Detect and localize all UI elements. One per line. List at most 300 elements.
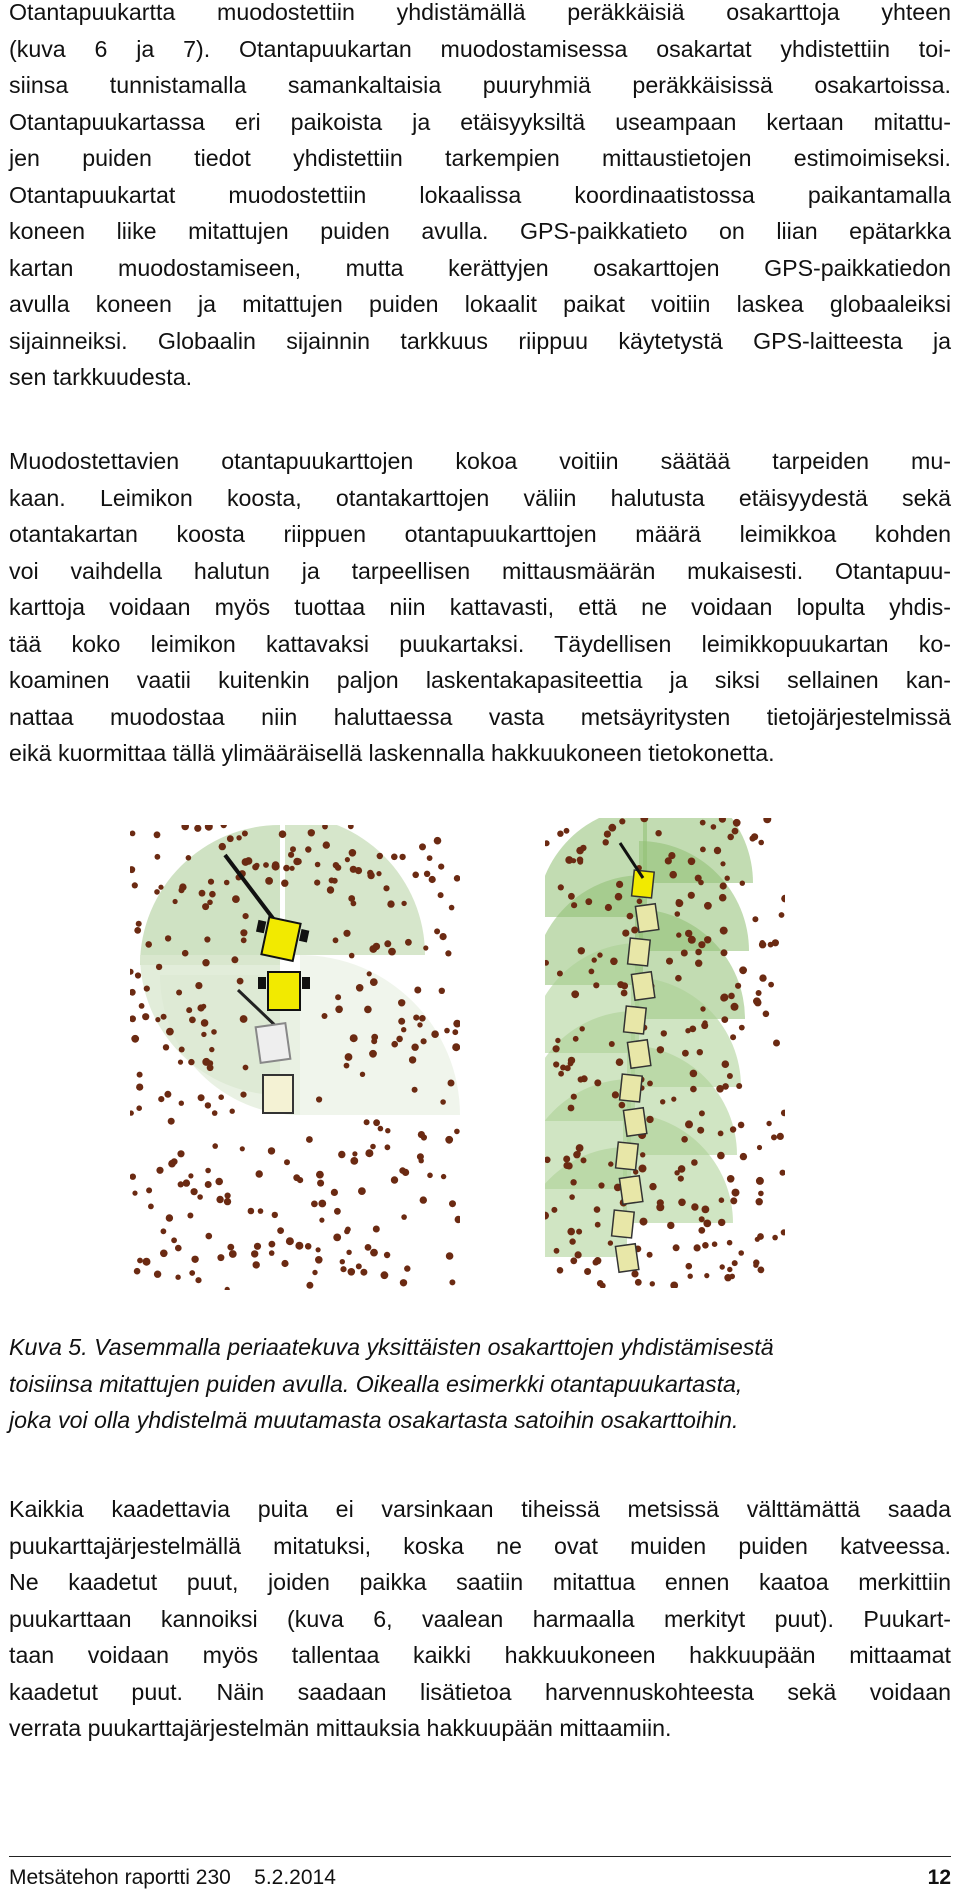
tree-dot <box>699 1110 705 1116</box>
tree-dot <box>781 1110 785 1117</box>
tree-dot <box>438 892 444 898</box>
tree-dot <box>647 1081 653 1087</box>
tree-dot <box>676 899 684 907</box>
tree-dot <box>698 1227 705 1234</box>
tree-dot <box>581 1075 588 1082</box>
tree-dot <box>594 1206 601 1213</box>
tree-dot <box>772 1235 778 1241</box>
tree-dot <box>263 862 269 868</box>
tree-dot <box>370 978 378 986</box>
tree-dot <box>571 902 577 908</box>
tree-dot <box>714 847 721 854</box>
tree-dot <box>449 1279 455 1285</box>
tree-dot <box>593 982 599 988</box>
tree-dot <box>575 1251 582 1258</box>
tree-dot <box>758 1267 765 1274</box>
tree-dot <box>256 1170 263 1177</box>
tree-dot <box>580 1026 585 1031</box>
paragraph-sample-map-formation <box>9 0 951 396</box>
p1-line: (kuva 6 ja 7). Otantapuukartan muodostamisessa osakartat yhdistettiin toi- <box>9 35 951 62</box>
tree-dot <box>560 1065 566 1071</box>
tree-dot <box>690 1086 697 1093</box>
p1-line: koneen liike mitattujen puiden avulla. GPS-paikkatieto on liian epätarkka <box>9 218 951 244</box>
tree-dot <box>355 867 362 874</box>
tree-dot <box>348 1268 356 1276</box>
tree-dot <box>283 865 290 872</box>
tree-dot <box>721 994 729 1002</box>
tree-dot <box>183 1179 190 1186</box>
tree-dot <box>725 876 730 881</box>
tree-dot <box>334 1208 341 1215</box>
tree-dot <box>417 1022 422 1027</box>
tree-dot <box>729 1274 735 1280</box>
tree-dot <box>570 1257 577 1264</box>
tree-dot <box>348 825 354 829</box>
tree-dot <box>316 1096 322 1102</box>
tree-dot <box>240 929 247 936</box>
tree-dot <box>333 1234 341 1242</box>
tree-dot <box>398 1018 405 1025</box>
tree-dot <box>130 1174 136 1180</box>
tree-dot <box>740 881 745 886</box>
tree-dot <box>156 1167 163 1174</box>
tree-dot <box>297 1177 303 1183</box>
tree-dot <box>763 818 771 823</box>
tree-dot <box>187 1213 193 1219</box>
tree-dot <box>619 1102 626 1109</box>
tree-dot <box>344 1063 350 1069</box>
tree-dot <box>139 1003 145 1009</box>
tree-dot <box>578 947 585 954</box>
tree-dot <box>132 1191 137 1196</box>
tree-dot <box>306 1136 313 1143</box>
tree-dot <box>427 1173 433 1179</box>
p3-line: puukarttaan kannoiksi (kuva 6, vaalean harmaalla merkityt puut). Puukart- <box>9 1605 951 1632</box>
tree-dot <box>168 1118 175 1125</box>
tree-dot <box>720 927 728 935</box>
tree-dot <box>131 1035 139 1043</box>
tree-dot <box>358 1187 366 1195</box>
tree-dot <box>158 885 163 890</box>
tree-dot <box>449 1200 456 1207</box>
tree-dot <box>619 818 625 824</box>
tree-dot <box>557 831 563 837</box>
caption-line: joka voi olla yhdistelmä muutamasta osakartasta satoihin osakarttoihin. <box>9 1407 739 1433</box>
tree-dot <box>178 1060 183 1065</box>
tree-dot <box>755 1237 760 1242</box>
tree-dot <box>227 1244 234 1251</box>
tree-dot <box>205 1168 211 1174</box>
tree-dot <box>608 1161 613 1166</box>
tree-dot <box>143 1258 151 1266</box>
tree-dot <box>691 1203 698 1210</box>
tree-dot <box>771 1134 777 1140</box>
tree-dot <box>753 997 761 1005</box>
tree-dot <box>704 1273 709 1278</box>
tree-dot <box>137 1258 143 1264</box>
tree-dot <box>335 864 341 870</box>
tree-dot <box>142 1013 149 1020</box>
tree-dot <box>148 1204 154 1210</box>
p3-line: Ne kaadetut puut, joiden paikka saatiin mitattua ennen kaatoa merkittiin <box>9 1569 951 1595</box>
tree-dot <box>345 1053 353 1061</box>
tree-dot <box>571 858 576 863</box>
tree-dot <box>272 861 280 869</box>
tree-dot <box>373 943 380 950</box>
tree-dot <box>323 841 330 848</box>
p1-line: Otantapuukartta muodostettiin yhdistämällä peräkkäisiä osakarttoja yhteen <box>9 0 951 25</box>
tree-dot <box>757 1145 762 1150</box>
tree-dot <box>616 881 623 888</box>
tree-dot <box>284 1159 290 1165</box>
p3-line: puukarttajärjestelmällä mitatuksi, koska ne ovat muiden puiden katveessa. <box>9 1532 951 1559</box>
tree-dot <box>569 1194 575 1200</box>
tree-dot <box>314 880 320 886</box>
tree-dot <box>763 1011 770 1018</box>
tree-dot <box>268 1147 275 1154</box>
tree-dot <box>673 1244 680 1251</box>
tree-dot <box>558 1071 564 1077</box>
tree-dot <box>563 1156 570 1163</box>
tree-dot <box>608 824 616 832</box>
tree-dot <box>370 1249 378 1257</box>
tree-dot <box>568 1057 575 1064</box>
tree-dot <box>225 1287 230 1290</box>
tree-dot <box>617 981 624 988</box>
tree-dot <box>254 1243 261 1250</box>
p1-line: kartan muodostamiseen, mutta kerättyjen osakarttojen GPS-paikkatiedon <box>9 254 951 281</box>
tree-dot <box>454 1129 460 1135</box>
tree-dot <box>364 1006 372 1014</box>
tree-dot <box>685 1120 693 1128</box>
tree-dot <box>721 1016 728 1023</box>
tree-dot <box>759 941 766 948</box>
tree-dot <box>564 828 570 834</box>
tree-dot <box>186 1007 192 1013</box>
tree-dot <box>197 1194 203 1200</box>
figure-right-sample-tree-map <box>545 818 785 1288</box>
tree-dot <box>678 1199 686 1207</box>
tree-dot <box>781 1229 785 1235</box>
tree-dot <box>225 1193 231 1199</box>
tree-dot <box>186 855 192 861</box>
tree-dot <box>738 1122 745 1129</box>
tree-dot <box>719 1197 725 1203</box>
tree-dot <box>305 846 311 852</box>
tree-dot <box>277 1227 284 1234</box>
tree-dot <box>448 1080 455 1087</box>
p2-line: kaan. Leimikon koosta, otantakarttojen väliin halutusta etäisyydestä sekä <box>9 484 951 511</box>
tree-dot <box>671 1097 676 1102</box>
footer-divider <box>9 1856 951 1857</box>
tree-dot <box>384 940 391 947</box>
tree-dot <box>350 1157 358 1165</box>
tree-dot <box>281 880 288 887</box>
tree-dot <box>603 839 609 845</box>
tree-dot <box>732 1260 738 1266</box>
tree-dot <box>739 1025 745 1031</box>
tree-dot <box>440 1099 446 1105</box>
tree-dot <box>681 1136 688 1143</box>
tree-dot <box>768 942 774 948</box>
tree-dot <box>135 972 141 978</box>
tree-dot <box>567 1228 575 1236</box>
tree-dot <box>631 1270 638 1277</box>
tree-dot <box>316 1247 321 1252</box>
tree-dot <box>685 930 692 937</box>
tree-dot <box>453 1020 460 1028</box>
tree-dot <box>332 878 338 884</box>
tree-dot <box>171 1158 178 1165</box>
tree-dot <box>224 880 230 886</box>
tree-dot <box>445 1136 453 1144</box>
tree-dot <box>615 893 623 901</box>
tree-dot <box>206 1233 213 1240</box>
tree-dot <box>670 1282 678 1289</box>
tree-dot <box>154 889 160 895</box>
tree-dot <box>405 939 412 946</box>
machine-position <box>619 1176 642 1205</box>
tree-dot <box>207 900 213 906</box>
tree-dot <box>317 1180 324 1187</box>
tree-dot <box>581 1157 587 1163</box>
tree-dot <box>647 1252 653 1258</box>
tree-dot <box>563 1162 570 1169</box>
tree-dot <box>711 824 717 830</box>
page-number: 12 <box>927 1866 951 1889</box>
tree-dot <box>731 1003 739 1011</box>
p1-line: Otantapuukartat muodostettiin lokaalissa koordinaatistossa paikantamalla <box>9 181 951 208</box>
tree-dot <box>404 1265 410 1271</box>
tree-dot <box>446 1252 454 1260</box>
tree-dot <box>720 1264 725 1269</box>
tree-dot <box>179 887 185 893</box>
tree-dot <box>130 831 135 837</box>
tree-dot <box>179 1101 184 1106</box>
tree-dot <box>712 1241 718 1247</box>
tree-dot <box>666 958 673 965</box>
tree-dot <box>681 950 688 957</box>
tree-dot <box>675 975 682 982</box>
tree-dot <box>243 1065 249 1071</box>
footer-date: 5.2.2014 <box>254 1866 336 1889</box>
tree-dot <box>698 941 705 948</box>
p1-line: siinsa tunnistamalla samankaltaisia puuryhmiä peräkkäisissä osakartoissa. <box>9 72 951 98</box>
tree-dot <box>367 971 372 976</box>
tree-dot <box>739 966 747 974</box>
p1-line: Otantapuukartassa eri paikoista ja etäisyyksiltä useampaan kertaan mitattu- <box>9 108 951 135</box>
tree-dot <box>622 930 629 937</box>
tree-dot <box>136 921 142 927</box>
tree-dot <box>676 932 681 937</box>
tree-dot <box>592 957 597 962</box>
tree-dot <box>212 1143 218 1149</box>
tree-dot <box>635 1279 642 1286</box>
caption-line: toisiinsa mitattujen puiden avulla. Oikealla esimerkki otantapuukartasta, <box>9 1370 743 1397</box>
tree-dot <box>218 1094 224 1100</box>
p2-line: voi vaihdella halutun ja tarpeellisen mittausmäärän mukaisesti. Otantapuu- <box>9 557 951 584</box>
machine-rear-body <box>268 972 300 1010</box>
p3-line: taan voidaan myös tallentaa kaikki hakkuukoneen hakkuupään mittaamat <box>9 1642 951 1668</box>
p3-line: Kaikkia kaadettavia puita ei varsinkaan tiheissä metsissä välttämättä saada <box>9 1496 951 1522</box>
tree-dot <box>621 990 628 997</box>
tree-dot <box>418 1131 425 1138</box>
tree-dot <box>134 927 141 934</box>
tree-dot <box>207 1060 213 1066</box>
tree-dot <box>758 840 764 846</box>
tree-dot <box>331 1189 338 1196</box>
tree-dot <box>231 956 238 963</box>
tree-dot <box>179 1047 185 1053</box>
tree-dot <box>438 864 444 870</box>
tree-dot <box>253 1261 260 1268</box>
tree-dot <box>340 1259 345 1264</box>
tree-dot <box>570 1179 576 1185</box>
tree-dot <box>657 1046 664 1053</box>
tree-dot <box>718 1219 725 1226</box>
tree-dot <box>388 948 396 956</box>
tree-dot <box>616 1058 624 1066</box>
tree-dot <box>144 986 150 992</box>
tree-dot <box>352 1151 357 1156</box>
tree-dot <box>240 1015 248 1023</box>
p2-line: otantakartan koosta riippuen otantapuukarttojen määrä leimikkoa kohden <box>9 521 951 547</box>
tree-dot <box>132 882 138 888</box>
tree-dot <box>700 847 706 853</box>
tree-dot <box>164 1091 171 1098</box>
tree-dot <box>288 852 294 858</box>
tree-dot <box>240 1146 245 1151</box>
tree-dot <box>551 1207 557 1213</box>
p1-line: jen puiden tiedot yhdistettiin tarkempien mittaustietojen estimoimiseksi. <box>9 145 951 171</box>
tree-dot <box>236 835 241 840</box>
tree-dot <box>423 945 428 950</box>
tree-dot <box>727 1175 735 1183</box>
tree-dot <box>338 1151 345 1158</box>
tree-dot <box>722 1083 729 1090</box>
tree-dot <box>421 1038 427 1044</box>
tree-dot <box>371 1038 377 1044</box>
tree-dot <box>720 861 725 866</box>
tree-dot <box>227 835 234 842</box>
tree-dot <box>728 993 735 1000</box>
tree-dot <box>445 950 451 956</box>
tree-dot <box>675 911 681 917</box>
tree-dot <box>343 930 350 937</box>
machine-position <box>632 870 655 898</box>
tree-dot <box>594 1079 601 1086</box>
tree-dot <box>691 1159 698 1166</box>
tree-dot <box>130 969 134 975</box>
tree-dot <box>697 1127 704 1134</box>
tree-dot <box>384 1252 390 1258</box>
tree-dot <box>722 1060 730 1068</box>
tree-dot <box>412 872 419 879</box>
tree-dot <box>688 858 696 866</box>
tree-dot <box>699 1216 705 1222</box>
tree-dot <box>735 983 741 989</box>
tree-dot <box>242 831 248 837</box>
tree-dot <box>391 1041 398 1048</box>
tree-dot <box>396 1036 403 1043</box>
tree-dot <box>401 1027 406 1032</box>
tree-dot <box>344 1229 350 1235</box>
tree-dot <box>360 1269 367 1276</box>
tree-dot <box>385 1144 391 1150</box>
machine-position <box>624 1006 647 1034</box>
tree-dot <box>199 890 206 897</box>
tree-dot <box>308 829 315 836</box>
tree-dot <box>322 1013 328 1019</box>
tree-dot <box>568 893 575 900</box>
tree-dot <box>191 1256 198 1263</box>
figure-caption <box>9 1329 951 1439</box>
tree-dot <box>215 1178 223 1186</box>
tree-dot <box>752 916 758 922</box>
tree-dot <box>290 866 295 871</box>
tree-dot <box>176 990 182 996</box>
tree-dot <box>155 854 161 860</box>
tree-dot <box>130 1015 136 1022</box>
tree-dot <box>181 825 189 830</box>
tree-dot <box>597 952 602 957</box>
tree-dot <box>412 1087 418 1093</box>
tree-dot <box>175 1245 182 1252</box>
tree-dot <box>703 1220 711 1228</box>
tree-dot <box>286 1237 294 1245</box>
machine-position <box>631 972 654 1001</box>
tree-dot <box>598 1182 604 1188</box>
machine-ghost-cab <box>256 1023 291 1063</box>
tree-dot <box>201 1032 206 1037</box>
tree-dot <box>154 1271 161 1278</box>
tree-dot <box>204 936 210 942</box>
tree-dot <box>439 988 445 994</box>
tree-dot <box>756 1177 764 1185</box>
tree-dot <box>697 1049 703 1055</box>
p2-line: tää koko leimikon kattavaksi puukartaksi. Täydellisen leimikkopuukartan ko- <box>9 630 951 657</box>
tree-dot <box>209 891 216 898</box>
tree-dot <box>727 1073 733 1079</box>
tree-dot <box>391 854 398 861</box>
tree-dot <box>370 1144 376 1150</box>
tree-dot <box>195 982 202 989</box>
tree-dot <box>229 1250 237 1258</box>
tree-dot <box>704 936 711 943</box>
tree-dot <box>237 978 244 985</box>
tree-dot <box>240 1092 246 1098</box>
tree-dot <box>365 1244 372 1251</box>
tree-dot <box>656 1203 664 1211</box>
tree-dot <box>318 1200 326 1208</box>
tree-dot <box>402 1169 409 1176</box>
tree-dot <box>429 876 436 883</box>
machine-position <box>616 1142 639 1170</box>
tree-dot <box>584 1268 591 1275</box>
tree-dot <box>568 1105 575 1112</box>
tree-dot <box>269 1241 276 1248</box>
tree-dot <box>219 843 226 850</box>
tree-dot <box>597 1280 604 1287</box>
tree-dot <box>365 1149 373 1157</box>
tree-dot <box>189 1017 196 1024</box>
tree-dot <box>688 1274 693 1279</box>
footer-report-name: Metsätehon raportti 230 <box>9 1866 231 1889</box>
tree-dot <box>753 1263 758 1268</box>
tree-dot <box>682 1050 689 1057</box>
tree-dot <box>573 1151 580 1158</box>
tree-dot <box>627 913 634 920</box>
